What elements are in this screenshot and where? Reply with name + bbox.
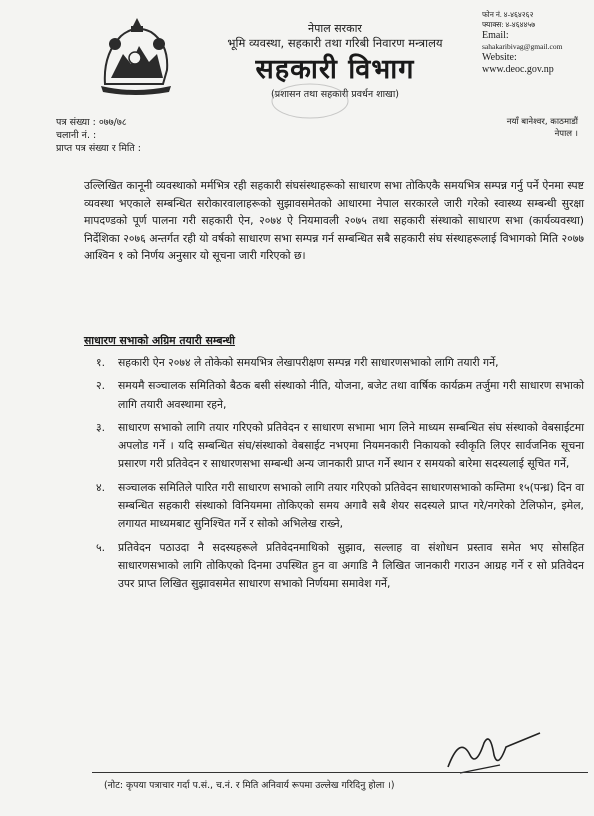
list-item-text: साधारण सभाको लागि तयार गरिएको प्रतिवेदन र साधारण सभामा भाग लिने माध्यम सम्बन्धित संघ संस्थाको वेबसाईटमा अपलोड गर्ने । यदि सम्बन्धित संघ/संस्थाको वेबसाईट नभएमा नियमनकारी निकायको स्वीकृति लिएर सार्वजनिक सूचना प्रसारण गरी प्रतिवेदन र साधारणसभा सम्बन्धी अन्य जानकारी प्राप्त गर्ने स्थान र समयको बारेमा सदस्यलाई सूचित गर्ने, [118, 420, 584, 471]
received-letter-info: प्राप्त पत्र संख्या र मिति : [56, 143, 141, 154]
nepal-emblem-icon [93, 14, 177, 96]
office-address: नयाँ बानेश्वर, काठमाडौं [506, 117, 578, 127]
contact-block [482, 10, 590, 76]
list-item [96, 377, 584, 414]
instruction-list [96, 354, 584, 599]
office-country: नेपाल । [554, 129, 578, 139]
dispatch-number: चलानी नं. : [56, 130, 97, 141]
list-item-text: प्रतिवेदन पठाउदा नै सदस्यहरूले प्रतिवेदनमाथिको सुझाव, सल्लाह वा संशोधन प्रस्ताव समेत भए सोसहित साधारणसभाको लागि तोकिएको दिनमा उपस्थित हुन वा अगाडि नै लिखित जानकारी गराउन आग्रह गर्ने र सो प्रतिवेदन उपर प्राप्त लिखित सुझावसमेत साधारण सभाको निर्णयमा समावेश गर्ने, [118, 540, 584, 591]
list-item-number: ३. [96, 420, 106, 434]
footer-divider [92, 772, 588, 773]
list-item-number: ४. [96, 480, 106, 494]
list-item-number: १. [96, 356, 106, 369]
list-item-number: ५. [96, 540, 106, 554]
website-label: Website: [482, 52, 517, 63]
reference-block [56, 116, 141, 155]
email-address: sahakaribivag@gmail.com [482, 42, 563, 51]
website-address: www.deoc.gov.np [482, 64, 554, 75]
fax-number: फ्याक्स: ४-४६४४५७ [482, 20, 536, 29]
address-block [466, 116, 578, 140]
list-item [96, 539, 584, 594]
list-item-text: समयमै सञ्चालक समितिको बैठक बसी संस्थाको नीति, योजना, बजेट तथा वार्षिक कार्यक्रम तर्जुमा गरी साधारण सभाको लागि तयारी अवस्थामा रहने, [118, 379, 584, 411]
letter-number: पत्र संख्या : ०७७/७८ [56, 117, 127, 128]
footer-note: (नोट: कृपया पत्राचार गर्दा प.सं., च.नं. र मिति अनिवार्य रूपमा उल्लेख गरिदिनु होला ।) [104, 780, 395, 791]
list-item [96, 354, 584, 372]
list-item-text: सञ्चालक समितिले पारित गरी साधारण सभाको लागि तयार गरिएको प्रतिवेदन साधारणसभाको कम्तिमा १५(पन्ध्र) दिन वा सम्बन्धित सहकारी संस्थाको विनियममा तोकिएको समय अगावै सबै शेयर सदस्यले प्राप्त गरे/नगरेको टेलिफोन, इमेल, लगायत माध्यमबाट सुनिश्चित गर्ने र सोको अभिलेख राख्ने, [118, 480, 584, 531]
government-name: नेपाल सरकार [308, 22, 362, 35]
email-label: Email: [482, 30, 509, 41]
list-item [96, 419, 584, 474]
section-heading: साधारण सभाको अग्रिम तयारी सम्बन्धी [84, 334, 235, 347]
ministry-name: भूमि व्यवस्था, सहकारी तथा गरिबी निवारण मन्त्रालय [227, 36, 443, 50]
office-stamp-icon [265, 79, 355, 124]
intro-paragraph: उल्लिखित कानूनी व्यवस्थाको मर्मभित्र रही सहकारी संघसंस्थाहरूको साधारण सभा तोकिएकै समयभित्र सम्पन्न गर्नु पर्ने ऐनमा स्पष्ट व्यवस्था भएकाले सम्बन्धित सरोकारवालाहरूको सुझावसमेतको आधारमा नेपाल सरकारले जारी गरेको स्वास्थ्य सम्बन्धी सुरक्षा मापदण्डको पूर्ण पालना गरी सहकारी ऐन, २०७४ ऐ नियमावली २०७५ तथा सहकारी संस्थाको साधारण सभा (कार्यव्यवस्था) निर्देशिका २०७६ अन्तर्गत रही यो वर्षको साधारण सभा सम्पन्न गर्न सम्बन्धित सबै सहकारी संघ संस्थाहरूलाई विभागको मिति २०७७ आश्विन १ को निर्णय अनुसार यो सूचना जारी गरिएको छ। [84, 179, 584, 262]
list-item-text: सहकारी ऐन २०७४ ले तोकेको समयभित्र लेखापरीक्षण सम्पन्न गरी साधारणसभाको लागि तयारी गर्ने, [118, 356, 499, 369]
section-name: (प्रशासन तथा सहकारी प्रवर्धन शाखा) [271, 89, 399, 100]
list-item-number: २. [96, 379, 106, 393]
phone-number: फोन नं. ४-४६४२६२ [482, 10, 534, 19]
list-item [96, 479, 584, 534]
department-name: सहकारी विभाग [255, 54, 415, 85]
